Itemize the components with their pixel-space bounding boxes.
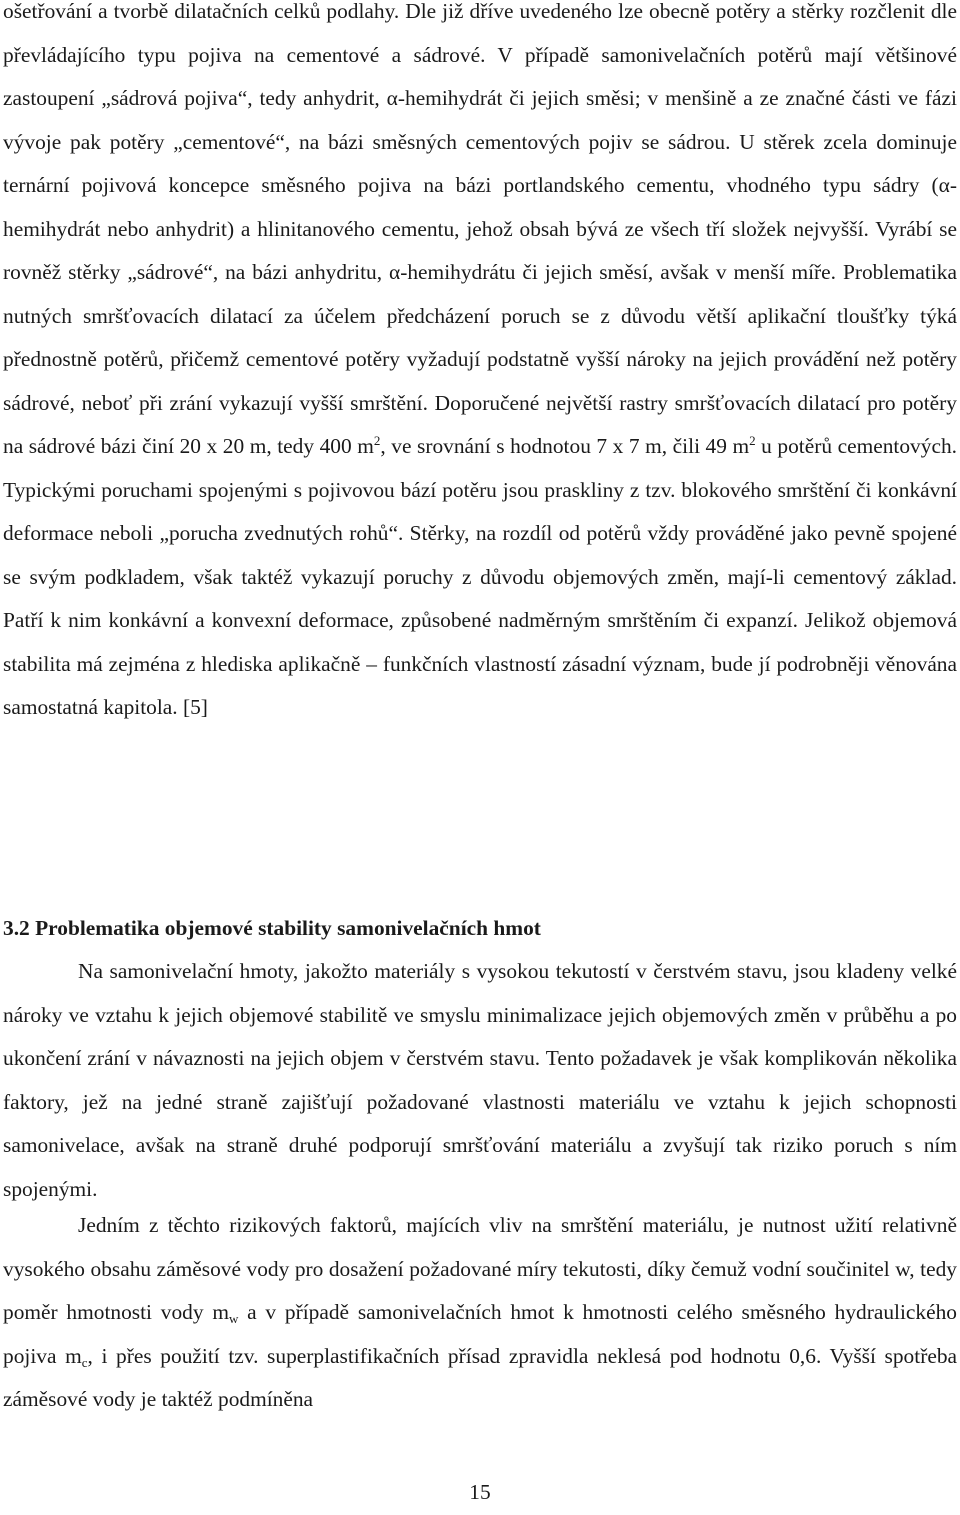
- paragraph-volume-stability: Na samonivelační hmoty, jakožto materiály s vysokou tekutostí v čerstvém stavu, jsou kladeny velké nároky ve vztahu k jejich objemové stabilitě ve smyslu minimalizace jejich objemových změn v průběhu a po ukončení zrání v návaznosti na jejich objem v čerstvém stavu. Tento požadavek je však komplikován několika faktory, jež na jedné straně zajišťují požadované vlastnosti materiálu ve vztahu k jejich schopnosti samonivelace, avšak na straně druhé podporují smršťování materiálu a zvyšují tak riziko poruch s ním spojenými.: [3, 959, 957, 1201]
- paragraph-text: u potěrů cementových. Typickými poruchami spojenými s pojivovou bází potěru jsou praskliny z tzv. blokového smrštění či konkávní deformace neboli „porucha zvednutých rohů“. Stěrky, na rozdíl od potěrů vždy prováděné jako pevně spojené se svým podkladem, však taktéž vykazují poruchy z důvodu objemových změn, mají-li cementový základ. Patří k nim konkávní a konvexní deformace, způsobené nadměrným smrštěním či expanzí. Jelikož objemová stabilita má zejména z hlediska aplikačně – funkčních vlastností zásadní význam, bude jí podrobněji věnována samostatná kapitola. [5]: [3, 434, 957, 719]
- section-heading: 3.2 Problematika objemové stability samonivelačních hmot: [3, 916, 541, 940]
- paragraph-text: , i přes použití tzv. superplastifikačních přísad zpravidla neklesá pod hodnotu 0,6. Vyšší spotřeba záměsové vody je taktéž podmíněna: [3, 1343, 958, 1411]
- paragraph-binders-overview: [3, 0, 957, 730]
- subscript-w: w: [228, 1311, 239, 1326]
- subscript-c: c: [81, 1354, 88, 1370]
- paragraph-text: , ve srovnání s hodnotou 7 x 7 m, čili 49 m: [380, 434, 750, 458]
- paragraph-text: a v případě samonivelačních hmot k hmotnosti celého směsného hydraulického pojiva m: [3, 1300, 958, 1368]
- page-number: 15: [469, 1480, 491, 1504]
- superscript-squared: 2: [373, 433, 381, 448]
- paragraph-text: Jedním z těchto rizikových faktorů, majících vliv na smrštění materiálu, je nutnost užití relativně vysokého obsahu záměsové vody pro dosažení požadované míry tekutosti, díky čemuž vodní součinitel w, tedy poměr hmotnosti vody m: [3, 1213, 957, 1324]
- paragraph-risk-factors: [3, 1204, 957, 1422]
- superscript-squared: 2: [749, 433, 756, 448]
- paragraph-text: ošetřování a tvorbě dilatačních celků podlahy. Dle již dříve uvedeného lze obecně potěry a stěrky rozčlenit dle převládajícího typu pojiva na cementové a sádrové. V případě samonivelačních potěrů mají většinové zastoupení „sádrová pojiva“, tedy anhydrit, α-hemihydrát či jejich směsi; v menšině a ze značné části ve fázi vývoje pak potěry „cementové“, na bázi směsných cementových pojiv se sádrou. U stěrek zcela dominuje ternární pojivová koncepce směsného pojiva na bázi portlandského cementu, vhodného typu sádry (α-hemihydrát nebo anhydrit) a hlinitanového cementu, jehož obsah bývá ze všech tří složek nejvyšší. Vyrábí se rovněž stěrky „sádrové“, na bázi anhydritu, α-hemihydrátu či jejich směsí, avšak v menší míře. Problematika nutných smršťovacích dilatací za účelem předcházení poruch se z důvodu větší aplikační tloušťky týká přednostně potěrů, přičemž cementové potěry vyžadují podstatně vyšší nároky na jejich provádění než potěry sádrové, neboť při zrání vykazují vyšší smrštění. Doporučené největší rastry smršťovacích dilatací pro potěry na sádrové bázi činí 20 x 20 m, tedy 400 m: [3, 0, 957, 458]
